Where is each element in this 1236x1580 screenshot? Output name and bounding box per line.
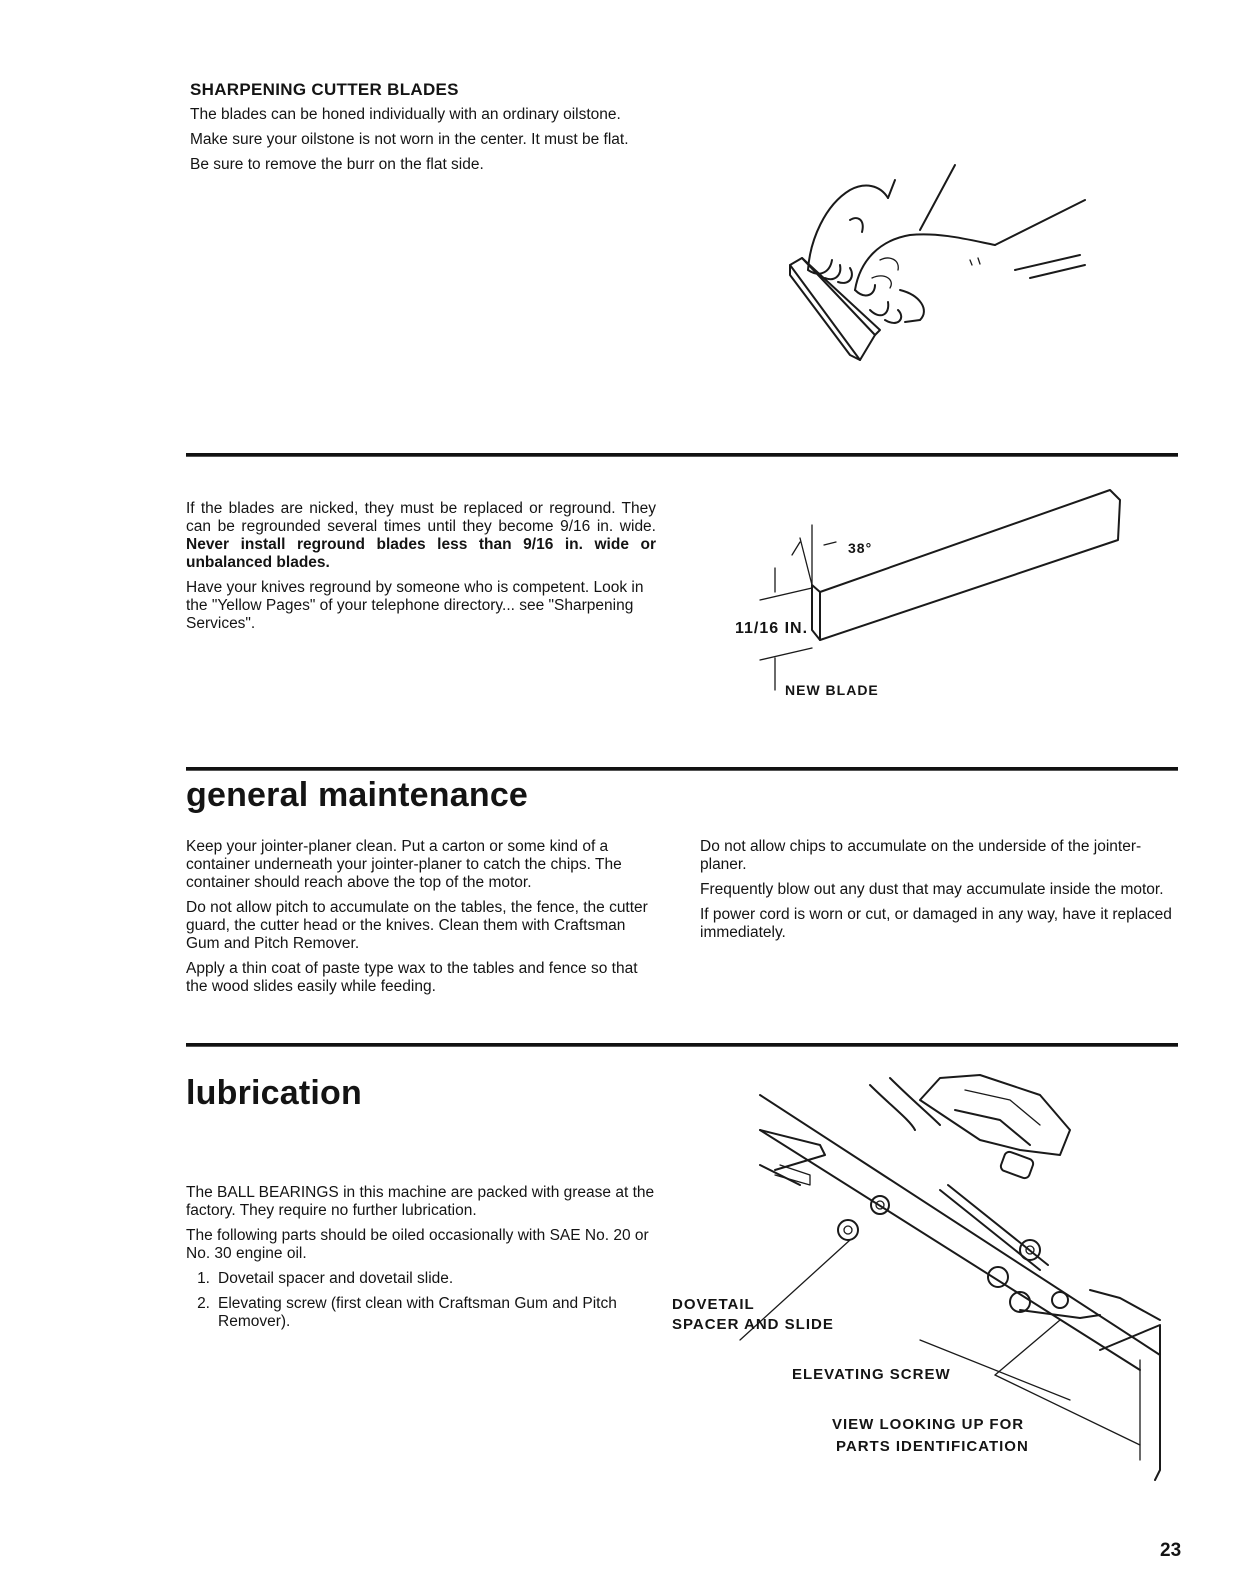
lubrication-heading: lubrication	[186, 1074, 362, 1112]
maintenance-left-column	[186, 838, 656, 1003]
dovetail-label-line-1: DOVETAIL	[672, 1296, 755, 1313]
list-item-text: Elevating screw (first clean with Craftsman Gum and Pitch Remover).	[218, 1295, 617, 1330]
dovetail-label-line-2: SPACER AND SLIDE	[672, 1316, 834, 1333]
regrind-text: If the blades are nicked, they must be replaced or reground. They can be regrounded several times until they become 9/16 in. wide.	[186, 500, 656, 535]
section-divider-1	[186, 453, 1178, 457]
new-blade-caption: NEW BLADE	[785, 682, 879, 698]
lubrication-text	[186, 1184, 656, 1338]
sharpening-paragraph-3: Be sure to remove the burr on the flat side.	[190, 156, 484, 173]
maintenance-heading: general maintenance	[186, 776, 529, 814]
maintenance-left-paragraph-2: Do not allow pitch to accumulate on the tables, the fence, the cutter guard, the cutter head or the knives. Clean them with Craftsman Gum and Pitch Remover.	[186, 899, 648, 952]
regrind-warning: Never install reground blades less than 9/16 in. wide or unbalanced blades.	[186, 536, 656, 571]
maintenance-right-paragraph-1: Do not allow chips to accumulate on the underside of the jointer-planer.	[700, 838, 1142, 873]
list-item-number: 2.	[197, 1295, 210, 1312]
lubrication-paragraph-2: The following parts should be oiled occasionally with SAE No. 20 or No. 30 engine oil.	[186, 1227, 649, 1262]
list-item-text: Dovetail spacer and dovetail slide.	[218, 1270, 454, 1287]
maintenance-left-paragraph-3: Apply a thin coat of paste type wax to the tables and fence so that the wood slides easily while feeding.	[186, 960, 638, 995]
maintenance-right-paragraph-2: Frequently blow out any dust that may accumulate inside the motor.	[700, 881, 1164, 898]
angle-label: 38°	[848, 540, 873, 556]
elevating-screw-label: ELEVATING SCREW	[792, 1366, 951, 1383]
new-blade-diagram	[740, 480, 1160, 700]
list-item	[186, 1295, 656, 1331]
maintenance-right-paragraph-3: If power cord is worn or cut, or damaged in any way, have it replaced immediately.	[700, 906, 1172, 941]
honing-hands-illustration	[780, 160, 1100, 380]
width-label: 11/16 IN.	[735, 620, 809, 637]
list-item-number: 1.	[197, 1270, 210, 1287]
regrind-paragraph-1	[186, 500, 656, 572]
section-divider-2	[186, 767, 1178, 771]
sharpening-paragraph-1: The blades can be honed individually with an ordinary oilstone.	[190, 106, 621, 123]
page-number: 23	[1160, 1540, 1182, 1561]
maintenance-left-paragraph-1: Keep your jointer-planer clean. Put a carton or some kind of a container underneath your jointer-planer to catch the chips. The container should reach above the top of the motor.	[186, 838, 622, 891]
sharpening-section	[190, 80, 670, 181]
maintenance-right-column	[700, 838, 1180, 949]
section-divider-3	[186, 1043, 1178, 1047]
list-item	[186, 1270, 656, 1288]
lubrication-paragraph-1: The BALL BEARINGS in this machine are packed with grease at the factory. They require no further lubrication.	[186, 1184, 655, 1219]
blade-regrind-section	[186, 500, 656, 640]
view-label-line-1: VIEW LOOKING UP FOR	[832, 1416, 1025, 1433]
sharpening-paragraph-2: Make sure your oilstone is not worn in the center. It must be flat.	[190, 131, 629, 148]
view-label-line-2: PARTS IDENTIFICATION	[836, 1438, 1029, 1455]
regrind-paragraph-2: Have your knives reground by someone who is competent. Look in the "Yellow Pages" of your telephone directory... see "Sharpening Services".	[186, 579, 644, 632]
sharpening-heading: SHARPENING CUTTER BLADES	[190, 80, 459, 99]
